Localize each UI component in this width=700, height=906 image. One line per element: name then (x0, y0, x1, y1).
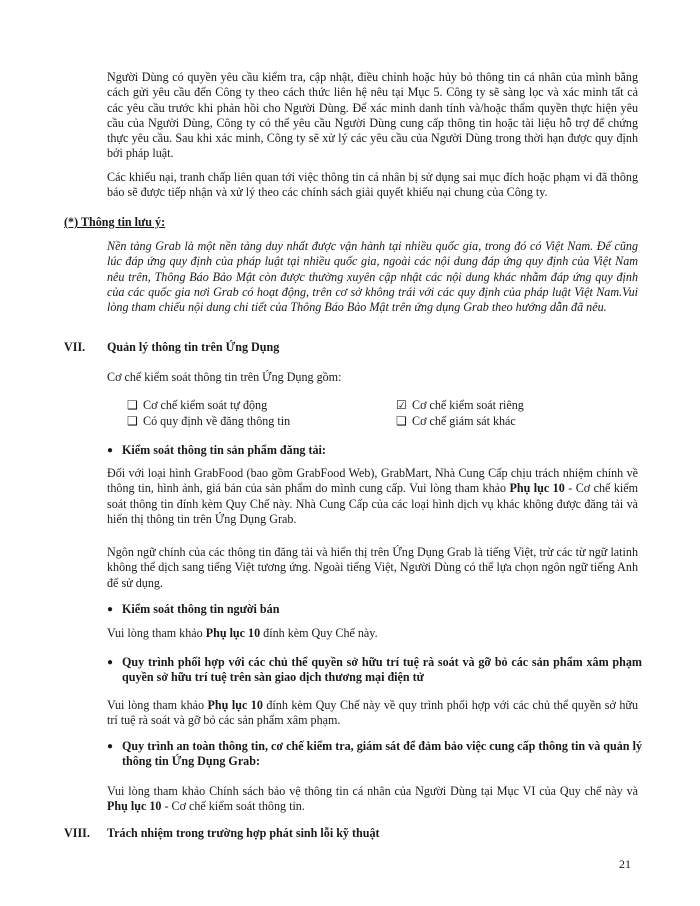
checkbox-empty-icon: ❑ (127, 414, 138, 428)
page-number: 21 (619, 857, 631, 871)
bullet-heading: Quy trình phối hợp với các chủ thể quyền sở hữu trí tuệ rà soát và gỡ bỏ các sản phẩm xâm phạm quyền sở hữu trí tuệ trên sàn giao dịch thương mại điện tử (122, 655, 642, 685)
text-run: Vui lòng tham khảo (107, 626, 206, 640)
bullet-heading: Quy trình an toàn thông tin, cơ chế kiểm tra, giám sát để đảm bảo việc cung cấp thông tin và quản lý thông tin Ứng Dụng Grab: (122, 739, 642, 769)
option-label: Cơ chế kiểm soát tự động (143, 398, 268, 412)
note-title: (*) Thông tin lưu ý: (64, 215, 166, 229)
section-7-number: VII. (64, 340, 86, 354)
note-text: Nền tảng Grab là một nền tảng duy nhất được vận hành tại nhiều quốc gia, trong đó có Việt Nam. Để cũng lúc đáp ứng quy định của pháp luật tại nhiều quốc gia, ngoài các nội dung đáp ứng quy định của Việt Nam nêu trên, Thông Báo Bảo Mật còn được thường xuyên cập nhật các nội dung khác nhằm đáp ứng quy định của các quốc gia nơi Grab có hoạt động, trên cơ sở không trái với các quy định của pháp luật Việt Nam.Vui lòng tham chiếu nội dung chi tiết của Thông Báo Bảo Mật trên ứng dụng Grab theo hướng dẫn đã nêu. (107, 239, 638, 315)
option-label: Cơ chế kiểm soát riêng (412, 398, 524, 412)
product-control-paragraph-1 (107, 466, 638, 527)
option-auto-control (127, 398, 267, 413)
bullet-icon: ● (107, 604, 114, 615)
text-run: - Cơ chế kiểm soát thông tin. (161, 799, 305, 814)
option-label: Có quy định về đăng thông tin (143, 414, 291, 428)
section-8-title: Trách nhiệm trong trường hợp phát sinh lỗi kỹ thuật (107, 826, 380, 840)
bullet-seller-control (107, 602, 642, 617)
appendix-ref: Phụ lục 10 (509, 481, 565, 496)
checkbox-empty-icon: ❑ (396, 414, 407, 428)
section-7-lead: Cơ chế kiểm soát thông tin trên Ứng Dụng gồm: (107, 370, 342, 384)
product-control-paragraph-2: Ngôn ngữ chính của các thông tin đăng tải và hiển thị trên Ứng Dụng Grab là tiếng Việt, trừ các từ ngữ latinh không thể dịch sang tiếng Việt tương ứng. Ngoài tiếng Việt, Người Dùng có thể lựa chọn ngôn ngữ tiếng Anh để sử dụng. (107, 545, 638, 590)
checkbox-empty-icon: ❑ (127, 398, 138, 412)
security-process-paragraph (107, 784, 638, 815)
text-run: đính kèm Quy Chế này về quy trình phối hợp với các chủ thể quyền sở hữu trí tuệ rà soát và gỡ bỏ các sản phẩm xâm phạm. (107, 698, 638, 728)
ip-process-paragraph (107, 698, 638, 729)
option-label: Cơ chế giám sát khác (412, 414, 516, 428)
section-7-title: Quản lý thông tin trên Ứng Dụng (107, 340, 280, 354)
text-run: - Cơ chế kiểm soát thông tin đính kèm Quy Chế này. Nhà Cung Cấp của các loại hình dịch vụ khác không được đăng tải và hiển thị thông tin trên Ứng Dụng Grab. (107, 481, 639, 526)
appendix-ref: Phụ lục 10 (207, 698, 263, 712)
bullet-icon: ● (107, 741, 114, 752)
bullet-product-control (107, 443, 642, 458)
intro-paragraph-1: Người Dùng có quyền yêu cầu kiểm tra, cập nhật, điều chỉnh hoặc hủy bỏ thông tin cá nhân của mình bằng cách gửi yêu cầu đến Công ty theo cách thức liên hệ nêu tại Mục 5. Công ty sẽ sàng lọc và xác minh tất cả các yêu cầu trước khi phản hồi cho Người Dùng. Để xác minh danh tính và/hoặc thẩm quyền thực hiện yêu cầu của Người Dùng, Công ty có thể yêu cầu Người Dùng cung cấp thông tin hoặc tài liệu hỗ trợ để chứng thực yêu cầu. Sau khi xác minh, Công ty sẽ xử lý các yêu cầu của Người Dùng trong thời hạn được quy định bởi pháp luật. (107, 70, 638, 161)
text-run: Đối với loại hình GrabFood (bao gồm GrabFood Web), GrabMart, Nhà Cung Cấp chịu trách nhiệm chính về thông tin, hình ảnh, giá bán của sản phẩm do mình cung cấp. Vui lòng tham khảo (107, 466, 638, 496)
seller-control-paragraph (107, 626, 638, 641)
option-posting-rules (127, 414, 290, 429)
bullet-icon: ● (107, 657, 114, 668)
text-run: đính kèm Quy Chế này. (260, 626, 378, 640)
checkbox-checked-icon: ☑ (396, 398, 407, 412)
intro-paragraph-2: Các khiếu nại, tranh chấp liên quan tới việc thông tin cá nhân bị sử dụng sai mục đích hoặc phạm vi đã thông báo sẽ được tiếp nhận và xử lý theo các chính sách giải quyết khiếu nại chung của Công ty. (107, 170, 638, 200)
option-private-control (396, 398, 524, 413)
appendix-ref: Phụ lục 10 (107, 799, 162, 814)
bullet-ip-process (107, 655, 642, 686)
bullet-heading: Kiểm soát thông tin sản phẩm đăng tải: (122, 443, 326, 457)
bullet-icon: ● (107, 445, 114, 456)
bullet-security-process (107, 739, 642, 770)
text-run: Vui lòng tham khảo (107, 698, 208, 712)
section-8-number: VIII. (64, 826, 90, 840)
bullet-heading: Kiểm soát thông tin người bán (122, 602, 280, 616)
appendix-ref: Phụ lục 10 (205, 626, 261, 640)
option-other-supervision (396, 414, 516, 429)
text-run: Vui lòng tham khảo Chính sách bảo vệ thông tin cá nhân của Người Dùng tại Mục VI của Quy chế này và (107, 784, 638, 798)
